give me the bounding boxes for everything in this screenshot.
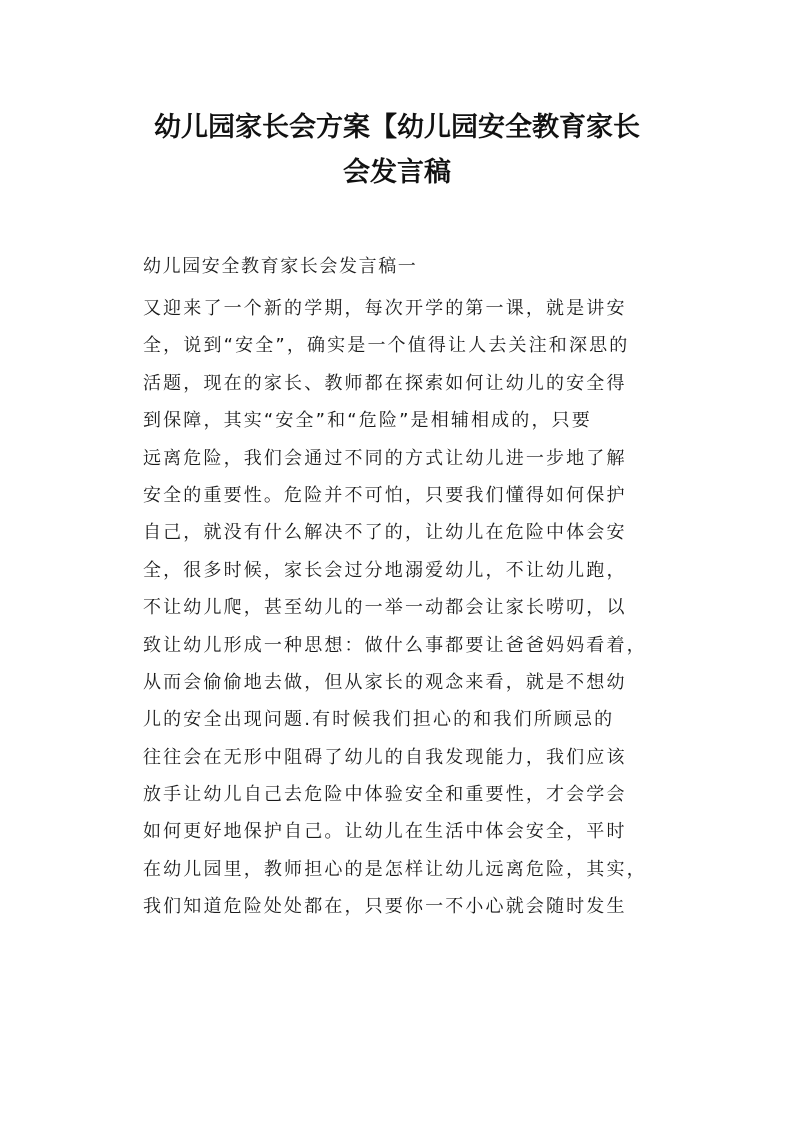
body-line: 远离危险，我们会通过不同的方式让幼儿进一步地了解 [143,447,627,469]
body-paragraph [143,290,683,926]
document-title [100,105,694,195]
body-line: 我们知道危险处处都在，只要你一不小心就会随时发生 [143,896,627,918]
body-line: 如何更好地保护自己。让幼儿在生活中体会安全，平时 [143,821,627,843]
title-line-2: 会发言稿 [343,157,451,188]
body-line: 致让幼儿形成一种思想：做什么事都要让爸爸妈妈看着， [143,634,647,656]
body-line: 活题，现在的家长、教师都在探索如何让幼儿的安全得 [143,372,627,394]
body-line: 自己，就没有什么解决不了的，让幼儿在危险中体会安 [143,522,627,544]
body-line: 又迎来了一个新的学期，每次开学的第一课，就是讲安 [143,298,627,319]
body-line: 往往会在无形中阻碍了幼儿的自我发现能力，我们应该 [143,746,627,768]
body-line: 不让幼儿爬，甚至幼儿的一举一动都会让家长唠叨，以 [143,597,627,619]
body-line: 从而会偷偷地去做，但从家长的观念来看，就是不想幼 [143,671,627,693]
body-line: 儿的安全出现问题.有时候我们担心的和我们所顾忌的 [143,709,615,731]
body-line: 全，说到“安全”，确实是一个值得让人去关注和深思的 [143,335,630,357]
body-line: 在幼儿园里，教师担心的是怎样让幼儿远离危险，其实， [143,858,647,880]
body-line: 放手让幼儿自己去危险中体验安全和重要性，才会学会 [143,784,627,806]
section-subheading: 幼儿园安全教育家长会发言稿一 [143,256,418,277]
body-line: 到保障，其实“安全”和“危险”是相辅相成的，只要 [143,410,592,432]
title-line-1: 幼儿园家长会方案【幼儿园安全教育家长 [154,112,640,143]
body-line: 全，很多时候，家长会过分地溺爱幼儿，不让幼儿跑， [143,559,627,581]
body-line: 安全的重要性。危险并不可怕，只要我们懂得如何保护 [143,484,627,506]
